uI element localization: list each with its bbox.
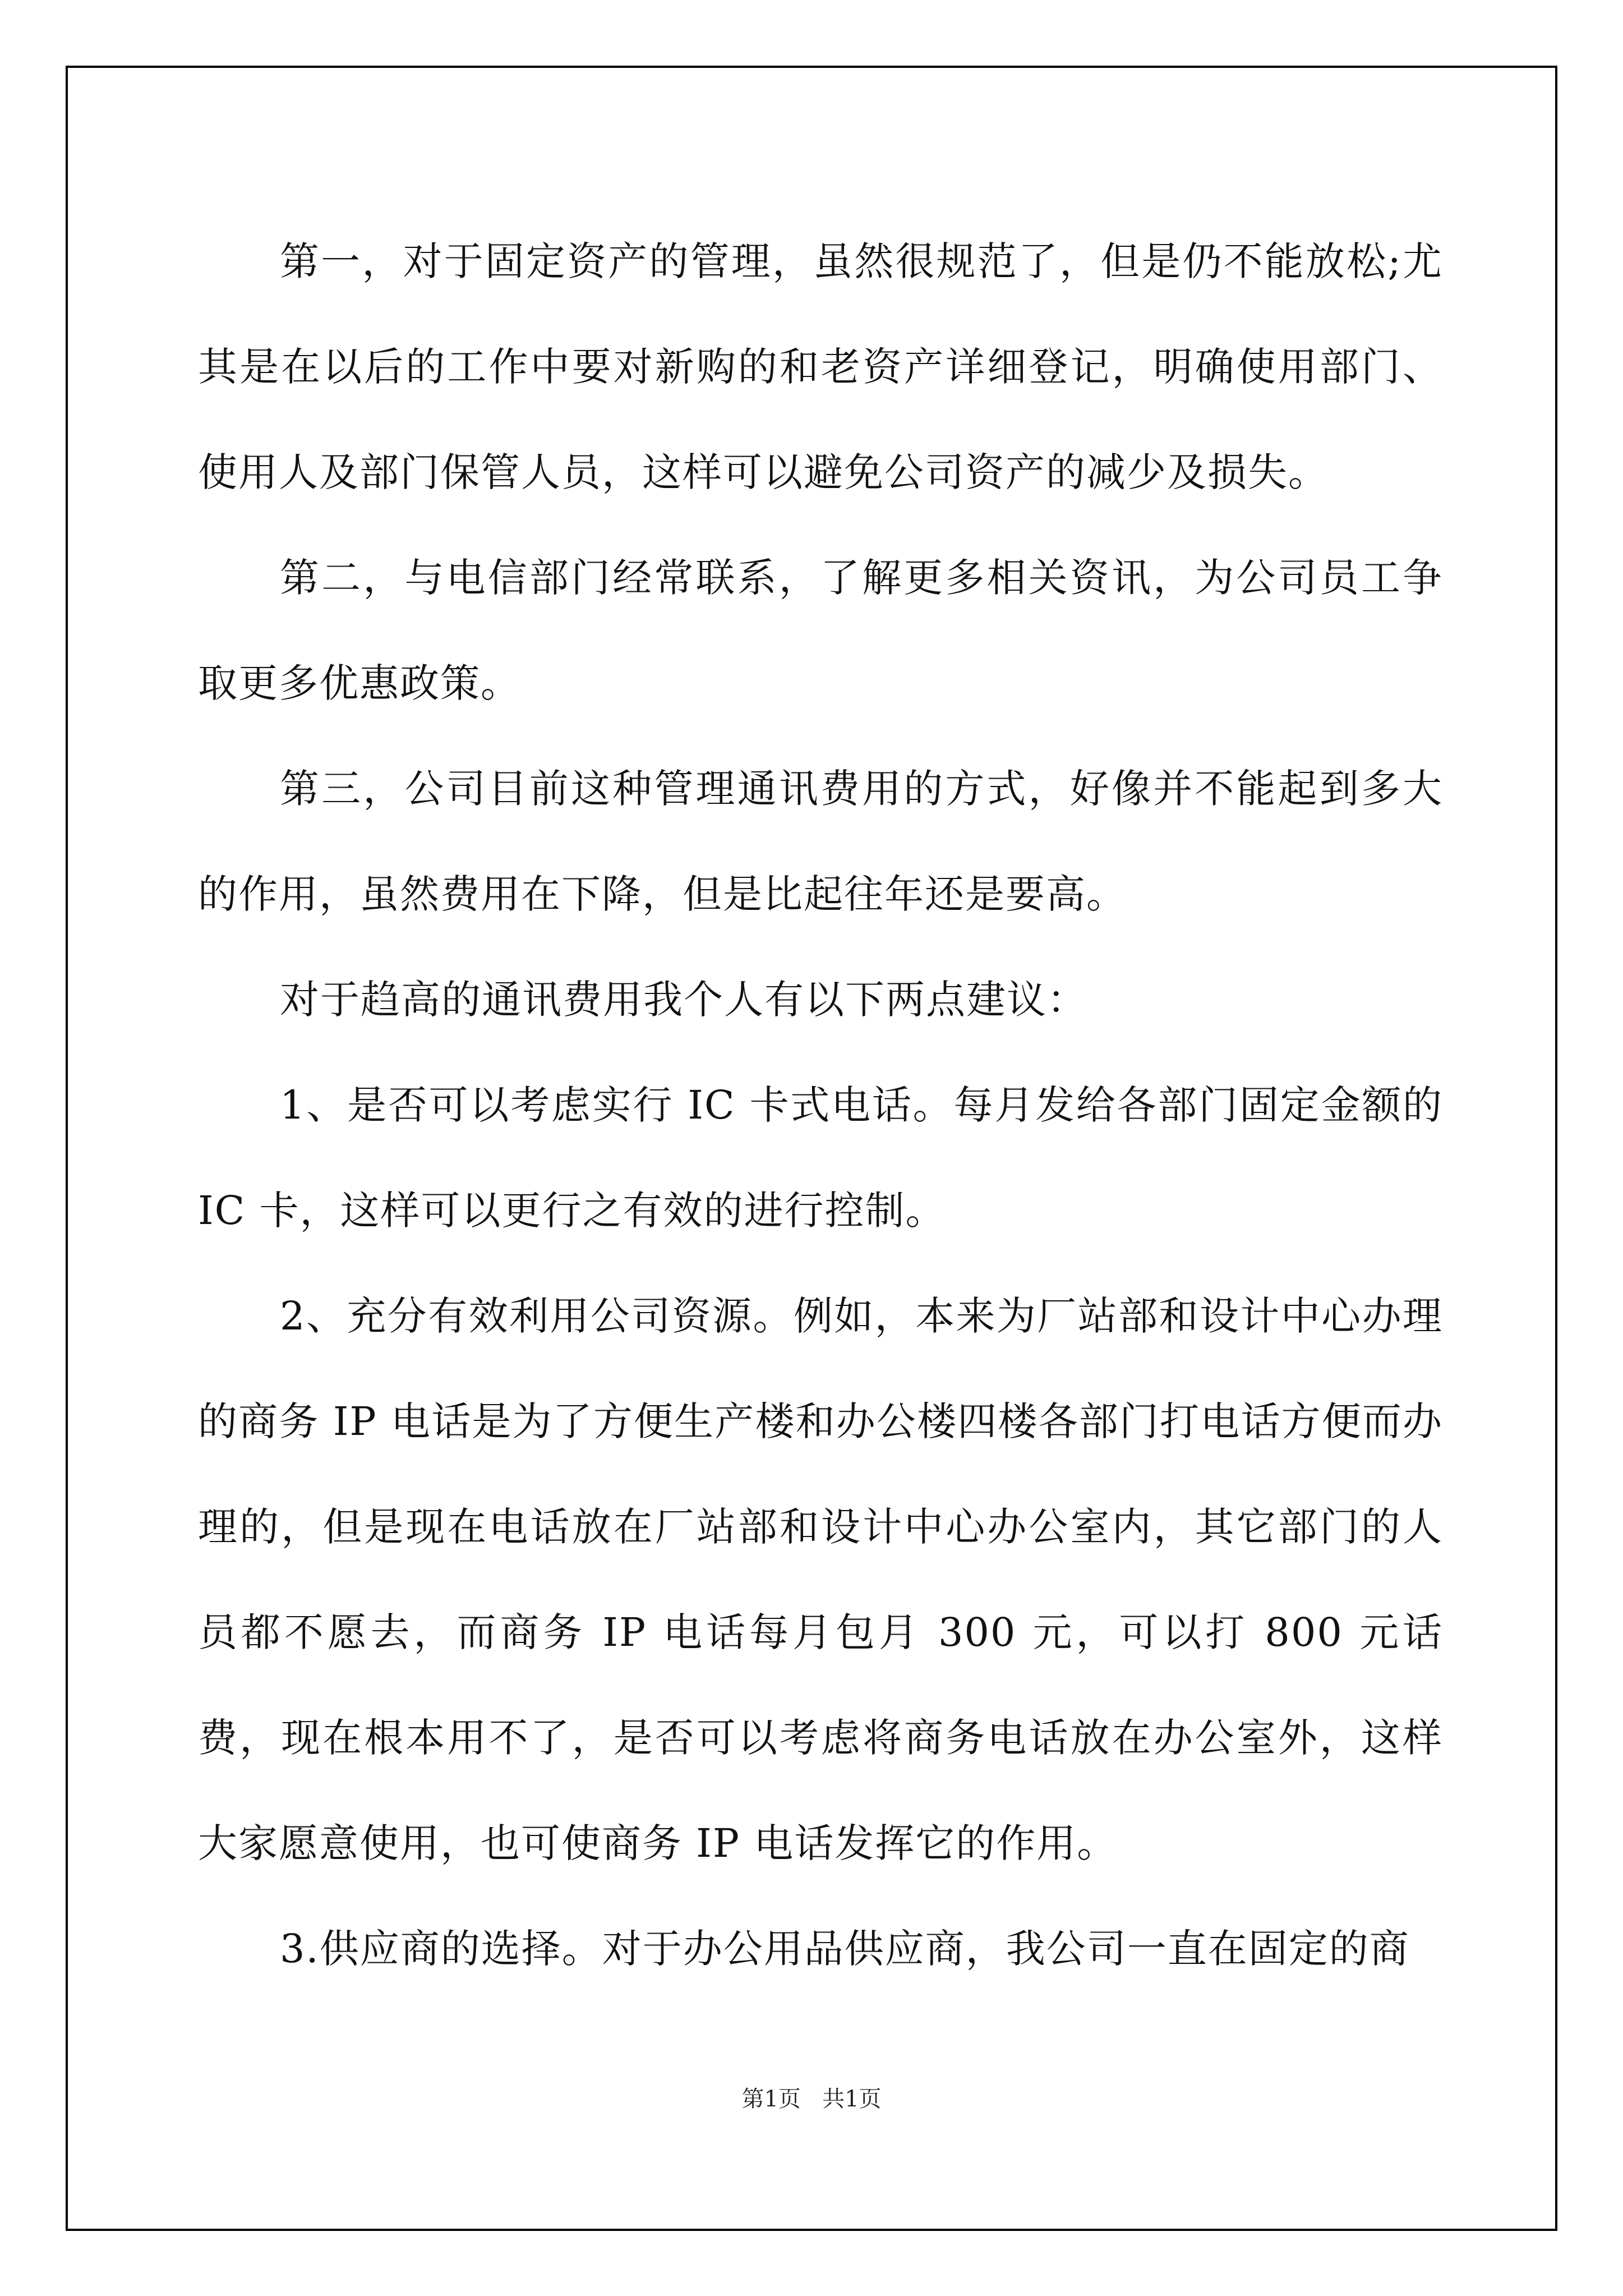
paragraph-fixed-assets: 第一，对于固定资产的管理，虽然很规范了，但是仍不能放松;尤其是在以后的工作中要对新购的和老资产详细登记，明确使用部门、使用人及部门保管人员，这样可以避免公司资产的减少及损失。	[198, 238, 1443, 495]
paragraph-communication-fees: 第三，公司目前这种管理通讯费用的方式，好像并不能起到多大的作用，虽然费用在下降，但是比起往年还是要高。	[198, 766, 1443, 917]
paragraph-supplier: 3.供应商的选择。对于办公用品供应商，我公司一直在固定的商	[280, 1926, 1410, 1972]
paragraph-ip-phone: 2、充分有效利用公司资源。例如，本来为厂站部和设计中心办理的商务 IP 电话是为了方便生产楼和办公楼四楼各部门打电话方便而办理的，但是现在电话放在厂站部和设计中心办公室内，其它部门的人员都不愿去，而商务 IP 电话每月包月 300 元，可以打 800 元话费，现在根本用不了，是否可以考虑将商务电话放在办公室外，这样大家愿意使用，也可使商务 IP 电话发挥它的作用。	[198, 1293, 1443, 1866]
paragraph-suggestions-intro: 对于趋高的通讯费用我个人有以下两点建议：	[280, 977, 1087, 1023]
paragraph-ic-card: 1、是否可以考虑实行 IC 卡式电话。每月发给各部门固定金额的 IC 卡，这样可以更行之有效的进行控制。	[198, 1082, 1443, 1234]
page-footer	[0, 2081, 1623, 2113]
document-body	[198, 209, 1443, 2001]
paragraph-telecom: 第二，与电信部门经常联系，了解更多相关资讯，为公司员工争取更多优惠政策。	[198, 555, 1443, 706]
page-number: 第1页	[741, 2086, 801, 2112]
page-total: 共1页	[822, 2086, 882, 2112]
